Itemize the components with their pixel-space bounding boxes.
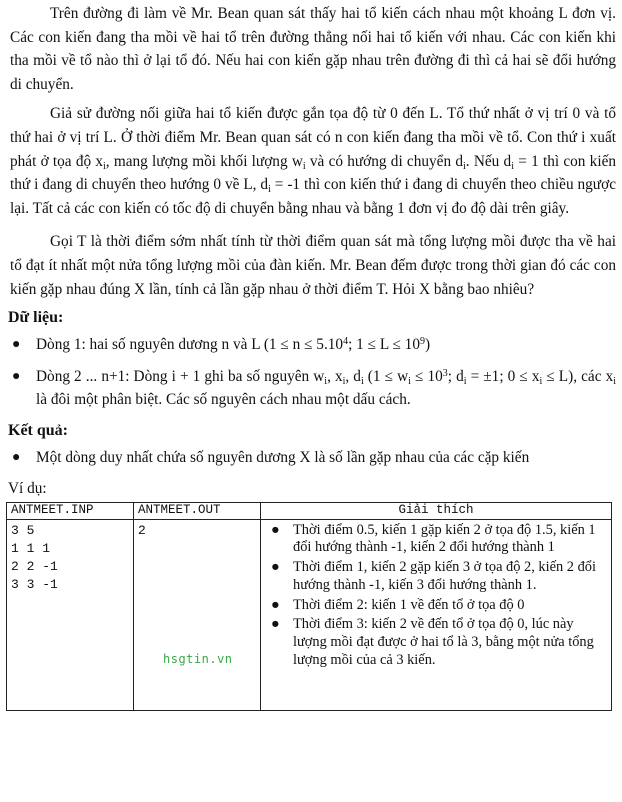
- header-explanation: Giải thích: [261, 502, 612, 519]
- example-label: Ví dụ:: [8, 479, 47, 497]
- document-page: [0, 2, 622, 802]
- example-output-cell: 2: [134, 519, 261, 710]
- example-table: [6, 502, 612, 711]
- input-line-1: ● Dòng 1: hai số nguyên dương n và L ($1 \le n \le 5.10^4$; $1 \le L \le 10^9$): [10, 333, 616, 357]
- output-line-1: ● Một dòng duy nhất chứa số nguyên dương X là số lần gặp nhau của các cặp kiến: [10, 446, 616, 470]
- example-input-cell: 3 5 1 1 1 2 2 -1 3 3 -1: [7, 519, 134, 710]
- bullet-icon: ●: [271, 616, 280, 633]
- header-output: ANTMEET.OUT: [134, 502, 261, 519]
- explanation-item: ● Thời điểm 0.5, kiến 1 gặp kiến 2 ở tọa độ 1.5, kiến 1 đổi hướng thành -1, kiến 2 đổi hướng thành 1: [271, 521, 596, 556]
- example-header-row: [7, 502, 612, 519]
- intro-paragraph-3: Gọi T là thời điểm sớm nhất tính từ thời điểm quan sát mà tổng lượng mồi được tha về hai tổ đạt ít nhất một nửa tổng lượng mồi của đàn kiến. Mr. Bean đếm được trong thời gian đó các con kiến gặp nhau đúng X lần, tính cả lần gặp nhau ở thời điểm T. Hỏi X bằng bao nhiêu?: [10, 233, 616, 298]
- watermark-text: hsgtin.vn: [163, 652, 233, 666]
- explanation-item: ● Thời điểm 2: kiến 1 về đến tổ ở tọa độ 0: [271, 596, 525, 613]
- bullet-icon: ●: [271, 521, 280, 538]
- intro-paragraph-1: Trên đường đi làm về Mr. Bean quan sát thấy hai tổ kiến cách nhau một khoảng L đơn vị. Các con kiến đang tha mồi về hai tổ trên đường thẳng nối hai tổ kiến với nhau. Các con kiến khi tha mồi về tổ nào thì ở lại tổ đó. Nếu hai con kiến gặp nhau trên đường đi thì cả hai sẽ đổi hướng di chuyển.: [10, 5, 616, 93]
- output-heading: Kết quả:: [8, 421, 68, 439]
- bullet-icon: ●: [12, 337, 21, 353]
- intro-paragraph-2: Giả sử đường nối giữa hai tổ kiến được gắn tọa độ từ 0 đến L. Tổ thứ nhất ở vị trí 0 và tổ thứ hai ở vị trí L. Ở thời điểm Mr. Bean quan sát có n con kiến đang tha mồi về tổ. Con thứ i xuất phát ở tọa độ $x_i$, mang lượng mồi khối lượng $w_i$ và có hướng di chuyển $d_i$. Nếu $d_i = 1$ thì con kiến thứ i đang di chuyển theo hướng 0 về L, $d_i = -1$ thì con kiến thứ i đang di chuyển theo chiều ngược lại. Tất cả các con kiến có tốc độ di chuyển bằng nhau và bằng 1 đơn vị đo độ dài trên giây.: [10, 105, 617, 217]
- output-list: [10, 446, 616, 470]
- input-line-2: ● Dòng 2 ... n+1: Dòng i + 1 ghi ba số nguyên $w_i$, $x_i$, $d_i$ ($1 \le w_i \le 10^3$; $d_i = \pm 1$; $0 \le x_i \le L$), các $x_i$ là đôi một phân biệt. Các số nguyên cách nhau một dấu cách.: [10, 365, 616, 412]
- header-input: ANTMEET.INP: [7, 502, 134, 519]
- bullet-icon: ●: [12, 449, 21, 465]
- explanation-item: ● Thời điểm 1, kiến 2 gặp kiến 3 ở tọa độ 2, kiến 2 đổi hướng thành -1, kiến 3 đổi hướng thành 1.: [271, 559, 596, 593]
- bullet-icon: ●: [271, 559, 280, 576]
- bullet-icon: ●: [271, 596, 280, 613]
- bullet-icon: ●: [12, 368, 21, 384]
- explanation-item: ● Thời điểm 3: kiến 2 về đến tổ ở tọa độ 0, lúc này lượng mồi đạt được ở hai tổ là 3, bằng một nửa tổng lượng mồi của cả 3 kiến.: [271, 616, 594, 669]
- example-row: [7, 519, 612, 710]
- input-heading: Dữ liệu:: [8, 309, 64, 327]
- example-explanation-cell: [261, 519, 612, 710]
- input-list: [10, 333, 616, 412]
